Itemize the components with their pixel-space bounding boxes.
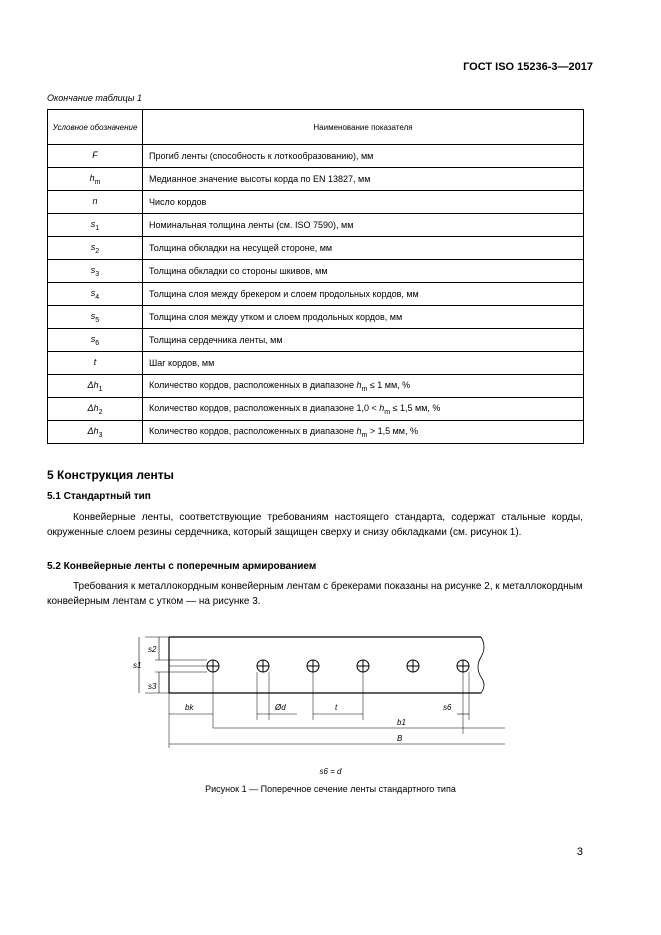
description-cell: Количество кордов, расположенных в диапазоне $1,0 < h_m \le 1,5$ мм, % (143, 398, 584, 421)
label-B: B (397, 734, 403, 743)
label-s6: s6 (443, 703, 452, 712)
document-id: ГОСТ ISO 15236-3—2017 (463, 61, 593, 73)
description-cell: Число кордов (143, 191, 584, 214)
symbol-cell: $s_2$ (48, 237, 143, 260)
column-header-name: Наименование показателя (143, 110, 584, 145)
section-5-1-heading: 5.1 Стандартный тип (47, 491, 151, 502)
table-header-row (48, 110, 584, 145)
symbol-cell: $\Delta h_2$ (48, 398, 143, 421)
symbol-cell: $s_4$ (48, 283, 143, 306)
section-5-heading: 5 Конструкция ленты (47, 468, 174, 482)
label-t: t (335, 703, 338, 712)
description-cell: Толщина обкладки со стороны шкивов, мм (143, 260, 584, 283)
table-row (48, 237, 584, 260)
symbols-table (47, 109, 584, 444)
label-b1: b1 (397, 718, 406, 727)
description-cell: Толщина слоя между утком и слоем продольных кордов, мм (143, 306, 584, 329)
label-s3: s3 (148, 682, 157, 691)
table-row (48, 214, 584, 237)
figure-caption: Рисунок 1 — Поперечное сечение ленты стандартного типа (205, 784, 456, 794)
description-cell: Номинальная толщина ленты (см. ISO 7590), мм (143, 214, 584, 237)
table-caption: Окончание таблицы 1 (47, 93, 142, 103)
page-number: 3 (576, 846, 583, 858)
description-cell: Толщина сердечника ленты, мм (143, 329, 584, 352)
table-row (48, 329, 584, 352)
table-row (48, 145, 584, 168)
table-row (48, 260, 584, 283)
label-s2: s2 (148, 645, 157, 654)
symbol-cell: $s_3$ (48, 260, 143, 283)
column-header-symbol: Условное обозначение (48, 110, 143, 145)
steel-cords (207, 660, 469, 672)
description-cell: Медианное значение высоты корда по EN 13827, мм (143, 168, 584, 191)
figure-1-cross-section (125, 628, 515, 760)
symbol-cell: $h_m$ (48, 168, 143, 191)
description-cell: Прогиб ленты (способность к лоткообразованию), мм (143, 145, 584, 168)
description-cell: Шаг кордов, мм (143, 352, 584, 375)
symbol-cell: F (48, 145, 143, 168)
table-row (48, 352, 584, 375)
table-row (48, 306, 584, 329)
table-row (48, 398, 584, 421)
description-cell: Количество кордов, расположенных в диапазоне $h_m \le 1$ мм, % (143, 375, 584, 398)
symbol-cell: $s_6$ (48, 329, 143, 352)
symbol-cell: $s_1$ (48, 214, 143, 237)
table-row (48, 375, 584, 398)
section-5-2-heading: 5.2 Конвейерные ленты с поперечным армированием (47, 561, 317, 572)
section-5-2-paragraph: Требования к металлокордным конвейерным лентам с брекерами показаны на рисунке 2, к металлокордным конвейерным лентам с утком — на рисунке 3. (47, 581, 583, 607)
table-row (48, 191, 584, 214)
figure-formula: s6 = d (319, 767, 342, 776)
description-cell: Толщина слоя между брекером и слоем продольных кордов, мм (143, 283, 584, 306)
description-cell: Количество кордов, расположенных в диапазоне $h_m > 1,5$ мм, % (143, 421, 584, 444)
symbol-cell: t (48, 352, 143, 375)
symbol-cell: n (48, 191, 143, 214)
table-row (48, 283, 584, 306)
label-s1: s1 (133, 661, 142, 670)
table-row (48, 168, 584, 191)
symbol-cell: $\Delta h_1$ (48, 375, 143, 398)
label-d: Ød (275, 703, 286, 712)
symbol-cell: $\Delta h_3$ (48, 421, 143, 444)
description-cell: Толщина обкладки на несущей стороне, мм (143, 237, 584, 260)
label-bk: bk (185, 703, 194, 712)
section-5-1-paragraph: Конвейерные ленты, соответствующие требованиям настоящего стандарта, содержат стальные корды, окруженные слоем резины сердечника, который защищен сверху и снизу обкладками (см. рисунок 1). (47, 512, 583, 538)
symbol-cell: $s_5$ (48, 306, 143, 329)
table-row (48, 421, 584, 444)
